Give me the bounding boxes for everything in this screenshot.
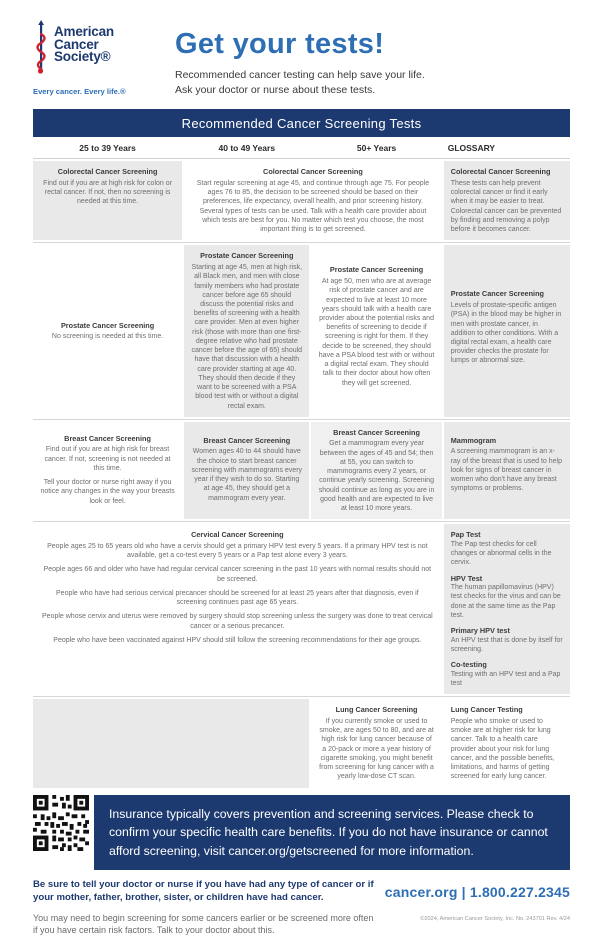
glossary-definition: Testing with an HPV test and a Pap test	[450, 670, 561, 688]
footer-body-text: You may need to begin screening for some cancers earlier or be screened more often if you have certain risk factors. Talk to your doctor about this.	[33, 912, 374, 935]
cell-body: Get a mammogram every year between the ages of 45 and 54; then at 55, you can switch to mammograms every 2 years, or continue yearly screening. Screening should continue as long as you are in good health and are expected to live at least 10 more years.	[318, 440, 435, 513]
glossary-definition: An HPV test that is done by itself for screening.	[450, 636, 563, 654]
row-lung	[33, 696, 570, 789]
header	[33, 20, 570, 97]
column-header-glossary: GLOSSARY	[447, 143, 496, 154]
row-breast	[33, 419, 570, 522]
logo-line: American	[54, 24, 114, 39]
cell-body: Starting at age 45, men at high risk, all Black men, and men with close family members who had prostate cancer before age 65 should discuss the potential risks and benefits of screening with a health care provider. Men at even higher risk (those with more than one first-degree relative who had prostate cancer before the age of 65) should have that discussion with a health care provider starting at age 40. They should then decide if they want to be screened with a PSA blood test with or without a digital rectal exam.	[191, 264, 303, 410]
cell-prostate-glossary	[444, 245, 570, 416]
table-title: Recommended Cancer Screening Tests	[181, 116, 422, 132]
cell-title: Colorectal Cancer Screening	[263, 167, 363, 177]
glossary-definition: These tests can help prevent colorectal cancer or find it early when it may be easier to treat. Colorectal cancer can be prevented by finding and removing a polyp before it becomes cancer.	[450, 180, 562, 234]
cell-title: Colorectal Cancer Screening	[57, 167, 158, 177]
cell-paragraph: People who have been vaccinated against HPV should still follow the screening recommendations for their age groups.	[53, 636, 422, 644]
footer-note	[33, 879, 378, 936]
logo-line: Cancer	[54, 36, 99, 52]
cell-body-2: Tell your doctor or nurse right away if you notice any changes in the way your breasts look or feel.	[40, 479, 175, 505]
cell-breast-40to49	[184, 422, 309, 520]
cell-prostate-40to49	[184, 245, 309, 416]
page-title: Get your tests!	[175, 28, 385, 60]
cell-cervical-glossary	[444, 524, 570, 694]
cell-colorectal-glossary	[444, 161, 570, 240]
insurance-message: Insurance typically covers prevention and screening services. Please check to confirm your specific health care benefits. If you do not have insurance or cannot afford screening, visit cancer.org/getscreened for more information.	[94, 795, 570, 870]
footer	[33, 879, 570, 936]
column-header-50plus: 50+ Years	[356, 143, 397, 154]
footer-bold-text: Be sure to tell your doctor or nurse if you have had any type of cancer or if your mother, father, brother, sister, or children have had cancer.	[33, 878, 374, 903]
cell-colorectal-40plus	[184, 161, 442, 240]
cell-body: Start regular screening at age 45, and continue through age 75. For people ages 76 to 85, the decision to be screened should be based on their preferences, life expectancy, overall health, and prior screening history. Several types of tests can be used. Talk with a health care provider about which tests are best for you. No matter which test you choose, the most important thing is to get screened.	[196, 180, 430, 234]
logo-tagline: Every cancer. Every life.®	[33, 87, 126, 96]
cell-paragraph: People whose cervix and uterus were removed by surgery should stop screening unless the surgery was done to treat cervical cancer or a serious precancer.	[42, 613, 433, 630]
glossary-definition: Levels of prostate-specific antigen (PSA) in the blood may be higher in men with prostate cancer, in addition to other conditions. With a digital rectal exam, a health care provider checks the prostate for lumps or abnormal size.	[450, 302, 562, 365]
footer-contact-block	[385, 879, 570, 936]
cell-body: No screening is needed at this time.	[51, 333, 164, 341]
cell-lung-empty	[33, 699, 309, 787]
glossary-term: Primary HPV test	[450, 626, 510, 636]
cell-paragraph: People ages 66 and older who have had regular cervical cancer screening in the past 10 years with normal results should not be screened.	[43, 566, 432, 583]
glossary-term: Co-testing	[450, 660, 487, 670]
cell-lung-50plus	[311, 699, 441, 787]
qr-code	[33, 795, 89, 851]
cell-title: Breast Cancer Screening	[333, 427, 420, 437]
cell-paragraph: People who have had serious cervical precancer should be screened for at least 25 years after that diagnosis, even if screening continues past age 65 years.	[56, 589, 419, 607]
glossary-definition: The human papillomavirus (HPV) test checks for the virus and can be done at the same time as the Pap test.	[450, 584, 561, 619]
glossary-term: Colorectal Cancer Screening	[450, 167, 551, 177]
subtitle-line-1: Recommended cancer testing can help save your life.	[175, 69, 425, 81]
cell-body: If you currently smoke or used to smoke, are ages 50 to 80, and are at high risk for lung cancer because of a 20-pack or more a year history of cigarette smoking, you might benefit from screening for lung cancer with a yearly low-dose CT scan.	[319, 717, 434, 781]
column-headers	[33, 137, 570, 159]
glossary-definition: A screening mammogram is an x-ray of the breast that is used to help look for signs of breast cancer in women who don't have any breast symptoms or problems.	[450, 448, 562, 493]
cell-colorectal-25to39	[33, 161, 182, 240]
column-header-25to39: 25 to 39 Years	[79, 143, 136, 154]
insurance-banner	[33, 795, 570, 870]
headline-block	[175, 20, 425, 97]
cell-paragraph: People ages 25 to 65 years old who have a cervix should get a primary HPV test every 5 years. If a primary HPV test is not available, get a co-test every 5 years or a Pap test alone every 3 years.	[47, 542, 428, 560]
cell-title: Prostate Cancer Screening	[60, 320, 155, 330]
row-prostate	[33, 242, 570, 418]
contact-line: cancer.org | 1.800.227.2345	[384, 883, 570, 900]
cell-lung-glossary	[444, 699, 570, 787]
glossary-term: Lung Cancer Testing	[450, 705, 523, 715]
subtitle-line-2: Ask your doctor or nurse about these tests.	[175, 83, 376, 96]
row-cervical	[33, 521, 570, 696]
cell-prostate-50plus	[311, 245, 441, 416]
cell-title: Breast Cancer Screening	[64, 433, 151, 443]
copyright-line: ©2024, American Cancer Society, Inc. No. 243701 Rev. 4/24	[420, 915, 570, 922]
glossary-term: Mammogram	[450, 435, 497, 445]
glossary-term: Pap Test	[450, 530, 481, 540]
cell-prostate-25to39	[33, 315, 182, 348]
cell-body: Women ages 40 to 44 should have the choice to start breast cancer screening with mammograms every year if they wish to do so. Starting at age 45, they should get a mammogram every year.	[191, 448, 303, 502]
glossary-definition: The Pap test checks for cell changes or abnormal cells in the cervix.	[450, 540, 552, 567]
table-title-banner	[33, 109, 570, 137]
cell-title: Lung Cancer Screening	[335, 705, 418, 715]
glossary-term: HPV Test	[450, 573, 483, 583]
acs-logo	[33, 20, 145, 96]
cell-body: At age 50, men who are at average risk of prostate cancer and are expected to live at least 10 more years should talk with a health care provider about the potential risks and benefits of screening to decide if screening is right for them. If they decide to be screened, they should have a PSA blood test with or without a digital rectal exam. They should talk to their doctor about how often they will get screened.	[318, 278, 435, 387]
cell-breast-50plus	[311, 422, 441, 520]
cell-title: Cervical Cancer Screening	[191, 530, 284, 540]
cell-title: Prostate Cancer Screening	[329, 265, 424, 275]
cell-title: Breast Cancer Screening	[203, 435, 291, 445]
cell-cervical-allages	[33, 524, 442, 694]
row-colorectal	[33, 159, 570, 242]
acs-logo-text	[54, 20, 114, 64]
cell-body: Find out if you are at high risk for breast cancer. If not, screening is not needed at this time.	[44, 446, 171, 472]
glossary-definition: People who smoke or used to smoke are at higher risk for lung cancer. Talk to a health care provider about your risk for lung cancer, and the possible benefits, limitations, and harms of getting screened for early lung cancer.	[450, 717, 555, 781]
logo-line: Society®	[54, 49, 111, 64]
glossary-term: Prostate Cancer Screening	[450, 289, 544, 299]
caduceus-icon	[33, 20, 49, 78]
cell-title: Prostate Cancer Screening	[200, 251, 294, 261]
column-header-40to49: 40 to 49 Years	[218, 143, 276, 154]
cell-breast-glossary	[444, 422, 570, 520]
cell-breast-25to39	[33, 422, 182, 520]
cell-body: Find out if you are at high risk for colon or rectal cancer. If not, then no screening is needed at this time.	[43, 180, 172, 206]
